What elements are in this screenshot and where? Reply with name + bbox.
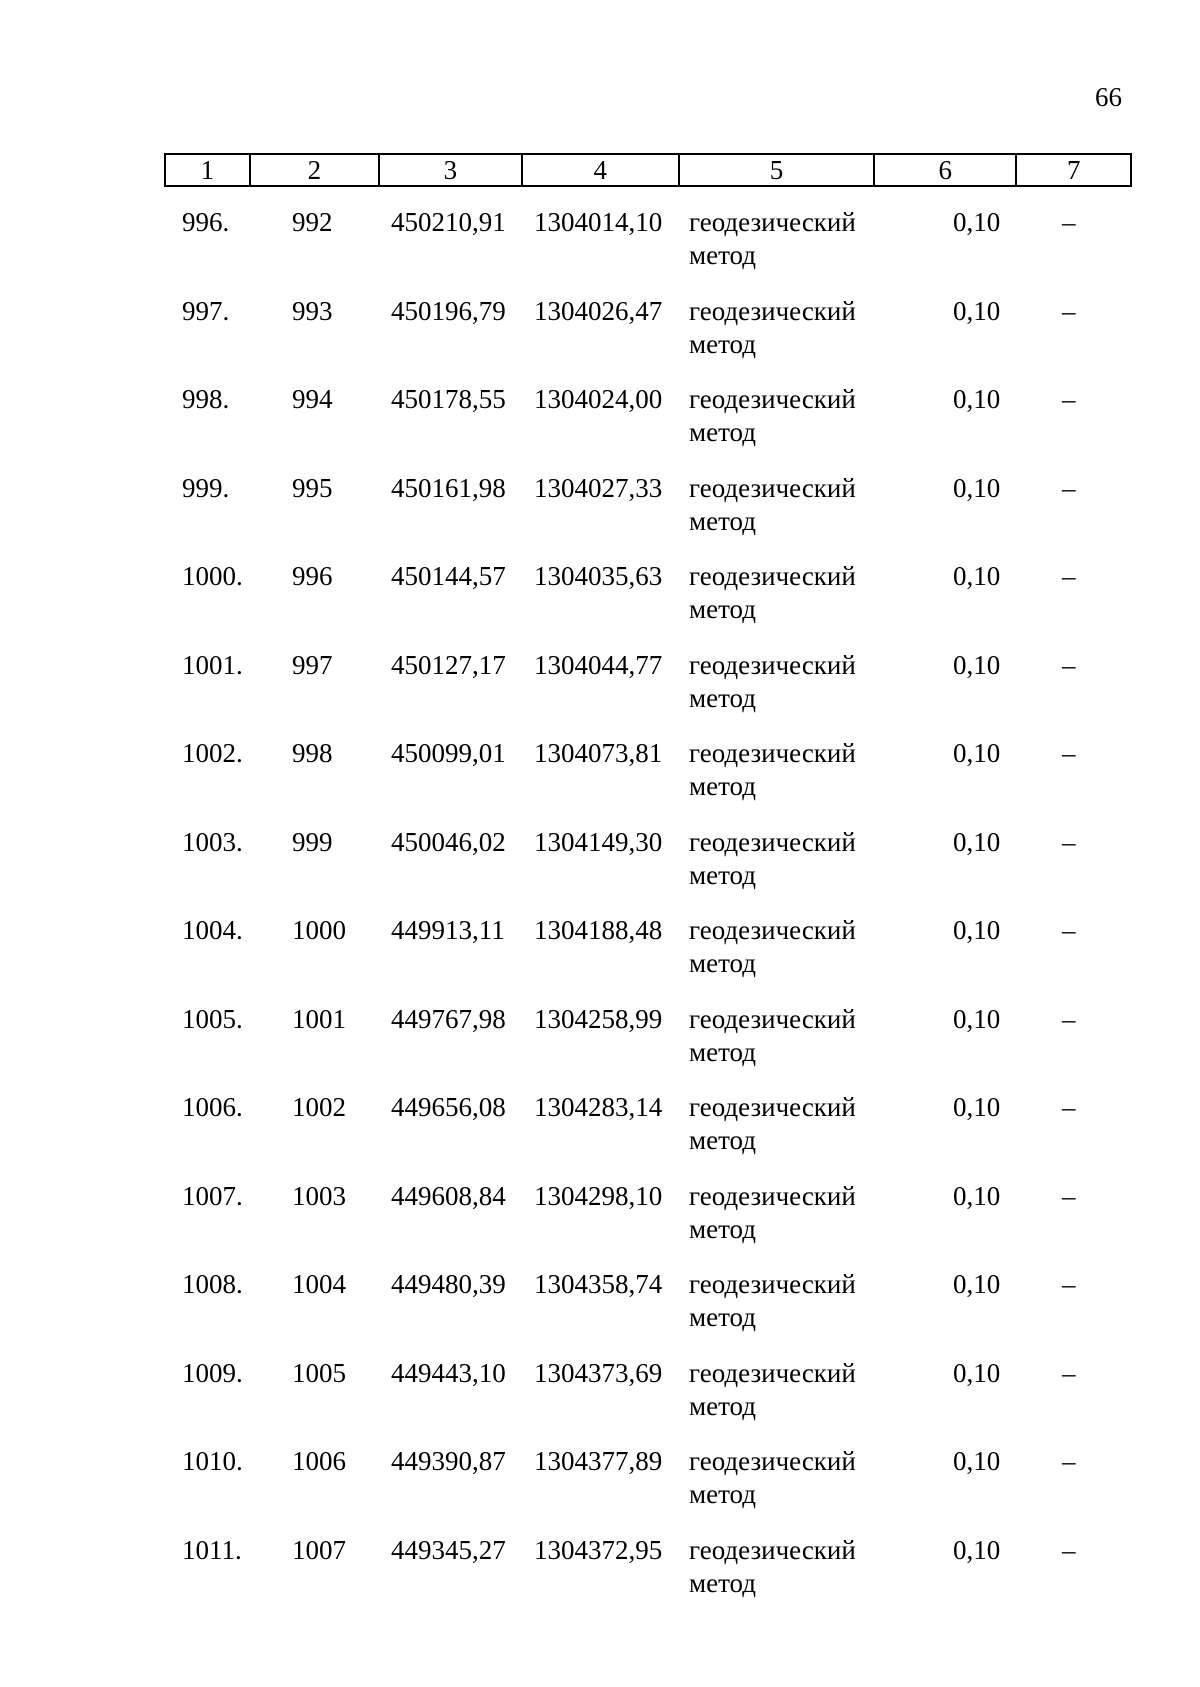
note-dash: – — [1062, 1534, 1076, 1565]
page-number: 66 — [1095, 82, 1122, 112]
row-number: 1000. — [182, 561, 243, 591]
y-coordinate: 1304027,33 — [534, 472, 663, 503]
x-coordinate: 449767,98 — [391, 1003, 506, 1034]
header-cell: 3 — [380, 155, 522, 185]
x-coordinate: 450161,98 — [391, 472, 506, 503]
table-row — [0, 1180, 1200, 1269]
method-text: геодезический метод — [689, 1446, 856, 1509]
table-row — [0, 206, 1200, 295]
accuracy-value: 0,10 — [953, 1092, 1001, 1122]
point-number: 1002 — [292, 1092, 346, 1122]
table-row — [0, 1003, 1200, 1092]
accuracy-value: 0,10 — [953, 915, 1001, 945]
method-text: геодезический метод — [689, 1269, 856, 1332]
accuracy-value: 0,10 — [953, 1534, 1001, 1565]
x-coordinate: 450046,02 — [391, 826, 506, 857]
point-number: 995 — [292, 472, 333, 503]
note-dash: – — [1062, 561, 1076, 591]
row-number: 1011. — [182, 1534, 242, 1565]
y-coordinate: 1304258,99 — [534, 1003, 663, 1034]
point-number: 1007 — [292, 1534, 346, 1565]
y-coordinate: 1304073,81 — [534, 738, 663, 768]
note-dash: – — [1062, 384, 1076, 414]
table-header — [164, 153, 1132, 187]
method-text: геодезический метод — [689, 1092, 856, 1155]
method-text: геодезический метод — [689, 915, 856, 978]
row-number: 998. — [182, 384, 230, 414]
x-coordinate: 449608,84 — [391, 1180, 506, 1211]
row-number: 1005. — [182, 1003, 243, 1034]
header-cell: 2 — [251, 155, 380, 185]
note-dash: – — [1062, 295, 1076, 326]
point-number: 998 — [292, 738, 333, 768]
point-number: 994 — [292, 384, 333, 414]
accuracy-value: 0,10 — [953, 295, 1001, 326]
note-dash: – — [1062, 915, 1076, 945]
note-dash: – — [1062, 1446, 1076, 1476]
table-row — [0, 1357, 1200, 1446]
table-row — [0, 383, 1200, 472]
note-dash: – — [1062, 826, 1076, 857]
table-row — [0, 649, 1200, 738]
point-number: 996 — [292, 561, 333, 591]
row-number: 1003. — [182, 826, 243, 857]
table-row — [0, 1091, 1200, 1180]
table-row — [0, 1268, 1200, 1357]
accuracy-value: 0,10 — [953, 738, 1001, 768]
method-text: геодезический метод — [689, 1003, 856, 1067]
row-number: 997. — [182, 295, 230, 326]
method-text: геодезический метод — [689, 561, 856, 624]
y-coordinate: 1304014,10 — [534, 207, 663, 237]
table-row — [0, 1534, 1200, 1623]
point-number: 1003 — [292, 1180, 346, 1211]
table-body — [0, 206, 1200, 1622]
note-dash: – — [1062, 738, 1076, 768]
point-number: 1005 — [292, 1357, 346, 1388]
x-coordinate: 449345,27 — [391, 1534, 506, 1565]
table-row — [0, 737, 1200, 826]
row-number: 1002. — [182, 738, 243, 768]
y-coordinate: 1304044,77 — [534, 649, 663, 680]
method-text: геодезический метод — [689, 738, 856, 801]
point-number: 992 — [292, 207, 333, 237]
note-dash: – — [1062, 1092, 1076, 1122]
accuracy-value: 0,10 — [953, 1357, 1001, 1388]
note-dash: – — [1062, 1003, 1076, 1034]
method-text: геодезический метод — [689, 649, 856, 713]
method-text: геодезический метод — [689, 826, 856, 890]
y-coordinate: 1304026,47 — [534, 295, 663, 326]
accuracy-value: 0,10 — [953, 561, 1001, 591]
method-text: геодезический метод — [689, 1180, 856, 1244]
row-number: 1007. — [182, 1180, 243, 1211]
header-cell: 1 — [166, 155, 251, 185]
row-number: 996. — [182, 207, 230, 237]
y-coordinate: 1304149,30 — [534, 826, 663, 857]
x-coordinate: 450210,91 — [391, 207, 506, 237]
table-row — [0, 560, 1200, 649]
note-dash: – — [1062, 1357, 1076, 1388]
x-coordinate: 450099,01 — [391, 738, 506, 768]
accuracy-value: 0,10 — [953, 472, 1001, 503]
accuracy-value: 0,10 — [953, 207, 1001, 237]
note-dash: – — [1062, 472, 1076, 503]
note-dash: – — [1062, 1269, 1076, 1299]
accuracy-value: 0,10 — [953, 1180, 1001, 1211]
method-text: геодезический метод — [689, 472, 856, 536]
x-coordinate: 449390,87 — [391, 1446, 506, 1476]
y-coordinate: 1304377,89 — [534, 1446, 663, 1476]
x-coordinate: 449480,39 — [391, 1269, 506, 1299]
header-cell: 5 — [680, 155, 875, 185]
row-number: 1008. — [182, 1269, 243, 1299]
x-coordinate: 450178,55 — [391, 384, 506, 414]
row-number: 1004. — [182, 915, 243, 945]
note-dash: – — [1062, 649, 1076, 680]
accuracy-value: 0,10 — [953, 826, 1001, 857]
y-coordinate: 1304358,74 — [534, 1269, 663, 1299]
x-coordinate: 450196,79 — [391, 295, 506, 326]
point-number: 993 — [292, 295, 333, 326]
table-row — [0, 1445, 1200, 1534]
x-coordinate: 449913,11 — [391, 915, 505, 945]
point-number: 1000 — [292, 915, 346, 945]
accuracy-value: 0,10 — [953, 384, 1001, 414]
accuracy-value: 0,10 — [953, 1003, 1001, 1034]
x-coordinate: 449443,10 — [391, 1357, 506, 1388]
row-number: 999. — [182, 472, 230, 503]
header-cell: 7 — [1066, 155, 1081, 185]
method-text: геодезический метод — [689, 207, 856, 270]
row-number: 1010. — [182, 1446, 243, 1476]
y-coordinate: 1304372,95 — [534, 1534, 663, 1565]
row-number: 1001. — [182, 649, 243, 680]
note-dash: – — [1062, 1180, 1076, 1211]
y-coordinate: 1304373,69 — [534, 1357, 663, 1388]
point-number: 1001 — [292, 1003, 346, 1034]
table-row — [0, 295, 1200, 384]
method-text: геодезический метод — [689, 1357, 856, 1421]
y-coordinate: 1304283,14 — [534, 1092, 663, 1122]
method-text: геодезический метод — [689, 1534, 856, 1598]
accuracy-value: 0,10 — [953, 1269, 1001, 1299]
x-coordinate: 449656,08 — [391, 1092, 506, 1122]
accuracy-value: 0,10 — [953, 1446, 1001, 1476]
header-cell: 4 — [523, 155, 680, 185]
x-coordinate: 450127,17 — [391, 649, 506, 680]
x-coordinate: 450144,57 — [391, 561, 506, 591]
table-row — [0, 826, 1200, 915]
row-number: 1006. — [182, 1092, 243, 1122]
y-coordinate: 1304298,10 — [534, 1180, 663, 1211]
point-number: 1004 — [292, 1269, 346, 1299]
table-row — [0, 472, 1200, 561]
point-number: 997 — [292, 649, 333, 680]
y-coordinate: 1304035,63 — [534, 561, 663, 591]
header-cell: 6 — [875, 155, 1017, 185]
note-dash: – — [1062, 207, 1076, 237]
table-row — [0, 914, 1200, 1003]
method-text: геодезический метод — [689, 384, 856, 447]
y-coordinate: 1304024,00 — [534, 384, 663, 414]
method-text: геодезический метод — [689, 295, 856, 359]
point-number: 999 — [292, 826, 333, 857]
y-coordinate: 1304188,48 — [534, 915, 663, 945]
accuracy-value: 0,10 — [953, 649, 1001, 680]
row-number: 1009. — [182, 1357, 243, 1388]
point-number: 1006 — [292, 1446, 346, 1476]
